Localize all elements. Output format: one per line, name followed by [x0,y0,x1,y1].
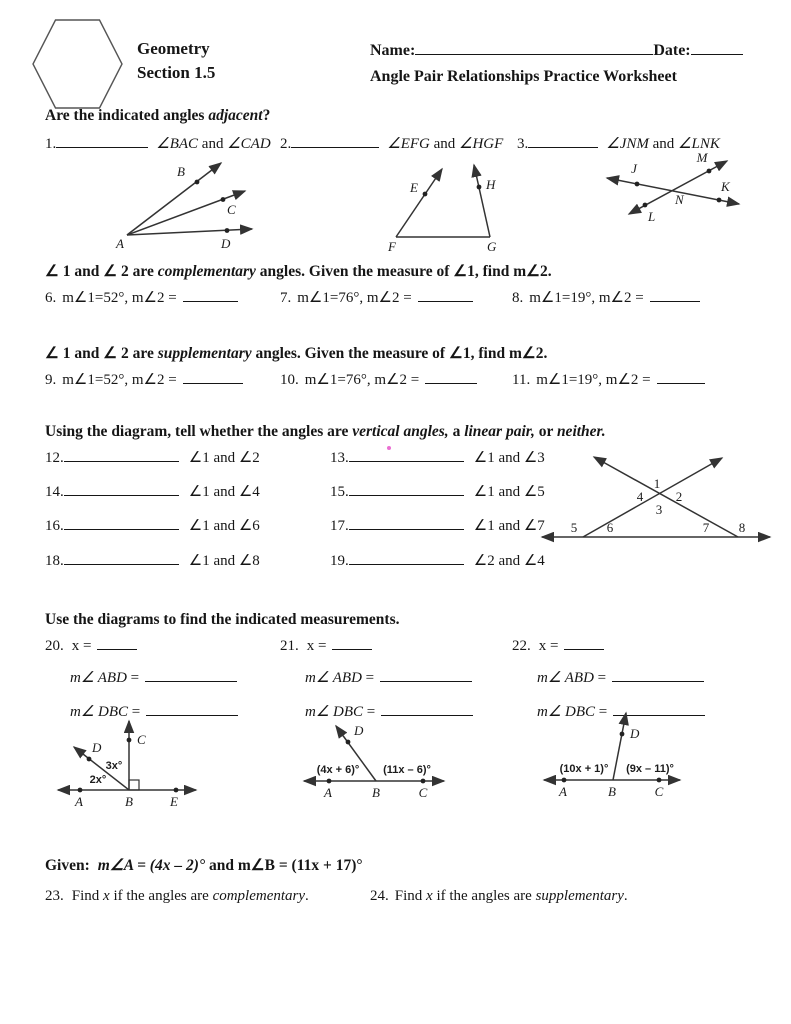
abd-row-q22 [537,668,704,688]
angle-name-abd: ABD [329,670,366,686]
point-label-C: C [137,732,146,747]
point-label-D: D [630,726,640,741]
name-date-row [370,40,743,61]
question-number: 7. [280,290,292,306]
abd-blank-q20 [145,668,237,682]
x-blank-q21 [332,636,372,650]
conjunction: and [429,136,460,152]
question-number: 1. [45,136,57,152]
point-C-dot [221,197,226,202]
angle-label-8: 8 [738,520,746,535]
point-label-B: B [608,784,616,799]
point-D-dot [620,732,625,737]
question-number: 3. [517,136,529,152]
heading-post: angles. Given the measure of ∠1, find m∠2. [255,263,552,280]
x-label: x = [306,638,327,654]
heading-post: angles. Given the measure of ∠1, find m∠2. [251,345,548,362]
point-C-dot [127,738,132,743]
point-label-A: A [324,785,332,800]
angle-expr-2x: 2x° [89,774,107,786]
point-label-F: F [388,239,396,254]
answer-blank-q9 [183,370,243,384]
equals-sign: = [597,670,607,686]
supplementary-heading [45,344,547,364]
x-blank-q20 [97,636,137,650]
point-label-E: E [410,180,418,195]
ray-AD [127,229,252,235]
question-number: 6. [45,290,57,306]
angle-pair: ∠1 and ∠2 [188,450,260,466]
angle-label-5: 5 [570,520,578,535]
answer-blank-q10 [425,370,477,384]
relation-word: complementary [212,888,306,904]
point-A-dot [562,778,567,783]
condition-text: if the angles are [109,888,213,904]
section-label: Section 1.5 [137,63,216,82]
conjunction: and [198,136,228,152]
equals-sign: = [366,704,376,720]
point-label-C: C [654,784,664,799]
point-C-dot [421,779,426,784]
given-statement [45,856,363,876]
date-blank [691,41,743,55]
ray-up-right [583,458,722,537]
ray-up-left [594,457,738,537]
angle-pair: ∠1 and ∠5 [473,484,545,500]
equals-sign: = [365,670,375,686]
equals-sign: = [130,670,140,686]
heading-italic-1: vertical angles, [352,423,449,440]
point-label-C: C [418,785,428,800]
question-number: 8. [512,290,524,306]
point-label-D: D [354,723,364,738]
point-label-G: G [487,239,497,254]
angle-pair: ∠1 and ∠7 [473,518,545,534]
prompt-pre: Are the indicated angles [45,107,209,124]
measure-prefix: m∠ [305,704,330,720]
angle-expr-left: (4x + 6)° [316,764,360,776]
measurement-heading: Use the diagrams to find the indicated measurements. [45,611,400,628]
question-number: 10. [280,372,299,388]
point-label-D: D [92,740,102,755]
question-10 [280,370,477,390]
heading-mid-1: a [448,423,465,440]
question-number: 17. [330,518,349,534]
diagram-eight-angles [538,438,775,552]
find-text: Find [394,888,427,904]
answer-blank-q16 [64,516,179,530]
question-6 [45,288,238,308]
ray-BD [613,713,626,780]
ray-AB [127,163,221,235]
equals-sign: = [131,704,141,720]
date-label: Date: [653,42,691,59]
given-expr-2: m∠B = (11x + 17)° [237,857,363,874]
measure-prefix: m∠ [537,670,562,686]
question-number: 14. [45,484,64,500]
angle-expr-left: (10x + 1)° [559,763,609,775]
x-label: x = [71,638,92,654]
question-17 [330,516,545,536]
worksheet-title: Angle Pair Relationships Practice Worksheet [370,68,677,85]
diagram-q20 [50,716,232,813]
given-label: Given: [45,857,90,874]
question-number: 19. [330,553,349,569]
angle-expr-right: (11x – 6)° [383,764,431,776]
answer-blank-q8 [650,288,700,302]
angle-name-abd: ABD [94,670,131,686]
question-16 [45,516,260,536]
point-A-dot [327,779,332,784]
angle-name-dbc: DBC [94,704,132,720]
diagram-q21 [288,716,490,813]
abd-row-q21 [305,668,472,688]
point-H-dot [477,185,482,190]
question-number: 11. [512,372,531,388]
question-1 [45,134,271,154]
variable-x: x [426,888,433,904]
measure-prefix: m∠ [70,704,95,720]
name-blank [415,41,653,55]
angle-pair: ∠1 and ∠8 [188,553,260,569]
prompt-italic-word: adjacent [208,107,263,124]
answer-blank-q11 [657,370,705,384]
heading-italic-3: neither. [556,423,606,440]
question-2 [280,134,503,154]
point-label-M: M [696,150,708,165]
angle-expr-3x: 3x° [105,760,123,772]
angle-pair: ∠1 and ∠3 [473,450,545,466]
question-22 [512,636,604,656]
x-label: x = [538,638,559,654]
heading-pre: Using the diagram, tell whether the angles are [45,423,353,440]
course-title: Geometry [137,39,210,58]
angle-pair-b: ∠LNK [678,136,720,152]
x-blank-q22 [564,636,604,650]
diagram-q2-efg-hgf [380,156,520,256]
hexagon-logo-icon [33,19,123,109]
point-E-dot [174,788,179,793]
point-label-H: H [486,177,496,192]
question-text: m∠1=52°, m∠2 = [62,290,177,306]
dbc-blank-q21 [381,702,473,716]
diagram-q3-crossing-lines [597,152,765,260]
measure-prefix: m∠ [70,670,95,686]
question-9 [45,370,243,390]
point-label-B: B [177,164,185,179]
question-number: 22. [512,638,531,654]
answer-blank-q1 [56,134,148,148]
heading-italic-word: complementary [157,263,256,280]
given-mid: and [205,857,238,874]
question-18 [45,551,260,571]
question-number: 16. [45,518,64,534]
ray-FE [396,169,442,237]
point-B-dot [195,180,200,185]
diagram-q1-adjacent-rays [115,156,300,254]
point-C-dot [657,778,662,783]
question-15 [330,482,545,502]
classify-heading [45,422,606,442]
angle-pair: ∠1 and ∠6 [188,518,260,534]
diagram-q22 [538,708,740,813]
question-number: 20. [45,638,64,654]
point-D-dot [225,228,230,233]
point-label-E: E [170,794,178,809]
point-M-dot [707,169,712,174]
question-number: 23. [45,888,64,904]
question-text: m∠1=76°, m∠2 = [297,290,412,306]
point-label-N: N [675,192,684,207]
relation-word: supplementary [535,888,624,904]
angle-label-7: 7 [702,520,710,535]
variable-x: x [103,888,110,904]
conjunction: and [648,136,679,152]
angle-pair-a: ∠BAC [156,136,199,152]
question-text: m∠1=19°, m∠2 = [529,290,644,306]
angle-name-dbc: DBC [329,704,367,720]
point-K-dot [717,198,722,203]
abd-blank-q21 [380,668,472,682]
heading-pre: ∠ 1 and ∠ 2 are [45,263,158,280]
angle-label-3: 3 [655,502,663,517]
point-label-A: A [559,784,567,799]
measure-prefix: m∠ [537,704,562,720]
question-8 [512,288,700,308]
question-number: 9. [45,372,57,388]
question-21 [280,636,372,656]
point-label-A: A [116,236,124,251]
angle-label-1: 1 [653,476,661,491]
question-24 [370,886,628,906]
heading-pre: ∠ 1 and ∠ 2 are [45,345,158,362]
point-label-B: B [125,794,133,809]
answer-blank-q13 [349,448,464,462]
complementary-heading [45,262,552,282]
question-text: m∠1=76°, m∠2 = [304,372,420,388]
name-label: Name: [370,42,416,59]
question-20 [45,636,137,656]
question-14 [45,482,260,502]
ray-GH [474,165,490,237]
point-label-B: B [372,785,380,800]
answer-blank-q7 [418,288,473,302]
right-angle-mark [129,780,139,790]
angle-pair-a: ∠EFG [387,136,430,152]
point-label-A: A [75,794,83,809]
period: . [305,888,309,904]
question-number: 24. [370,888,389,904]
question-number: 21. [280,638,299,654]
period: . [623,888,628,904]
find-text: Find [71,888,104,904]
question-number: 18. [45,553,64,569]
heading-italic-word: supplementary [157,345,252,362]
question-number: 2. [280,136,292,152]
point-D-dot [346,740,351,745]
angle-pair: ∠1 and ∠4 [188,484,260,500]
question-13 [330,448,545,468]
answer-blank-q12 [64,448,179,462]
point-A-dot [78,788,83,793]
question-number: 12. [45,450,64,466]
question-7 [280,288,473,308]
point-label-K: K [721,179,730,194]
answer-blank-q6 [183,288,238,302]
point-D-dot [87,757,92,762]
angle-pair-b: ∠HGF [459,136,504,152]
point-label-D: D [221,236,231,251]
point-E-dot [423,192,428,197]
equals-sign: = [598,704,608,720]
point-label-L: L [648,209,656,224]
question-number: 15. [330,484,349,500]
prompt-post: ? [262,107,271,124]
angle-pair-b: ∠CAD [227,136,271,152]
question-19 [330,551,545,571]
given-expr-1: m∠A = (4x – 2)° [97,857,206,874]
heading-mid-2: or [534,423,557,440]
question-12 [45,448,260,468]
abd-row-q20 [70,668,237,688]
question-3 [517,134,720,154]
question-23 [45,886,309,906]
answer-blank-q18 [64,551,179,565]
answer-blank-q19 [349,551,464,565]
answer-blank-q17 [349,516,464,530]
point-J-dot [635,182,640,187]
measure-prefix: m∠ [305,670,330,686]
point-label-J: J [631,161,637,176]
point-L-dot [643,203,648,208]
question-text: m∠1=19°, m∠2 = [536,372,651,388]
angle-name-abd: ABD [561,670,598,686]
angle-label-2: 2 [675,489,683,504]
question-number: 13. [330,450,349,466]
dbc-blank-q20 [146,702,238,716]
question-11 [512,370,705,390]
question-text: m∠1=52°, m∠2 = [62,372,177,388]
angle-name-dbc: DBC [561,704,599,720]
angle-label-4: 4 [636,489,644,504]
abd-blank-q22 [612,668,704,682]
angle-pair: ∠2 and ∠4 [473,553,545,569]
angle-pair-a: ∠JNM [606,136,649,152]
angle-expr-right: (9x – 11)° [626,763,674,775]
answer-blank-q3 [528,134,598,148]
adjacent-prompt [45,106,270,126]
heading-italic-2: linear pair, [464,423,535,440]
point-label-C: C [227,202,236,217]
angle-label-6: 6 [606,520,614,535]
answer-blank-q14 [64,482,179,496]
answer-blank-q15 [349,482,464,496]
answer-blank-q2 [291,134,379,148]
condition-text: if the angles are [432,888,536,904]
